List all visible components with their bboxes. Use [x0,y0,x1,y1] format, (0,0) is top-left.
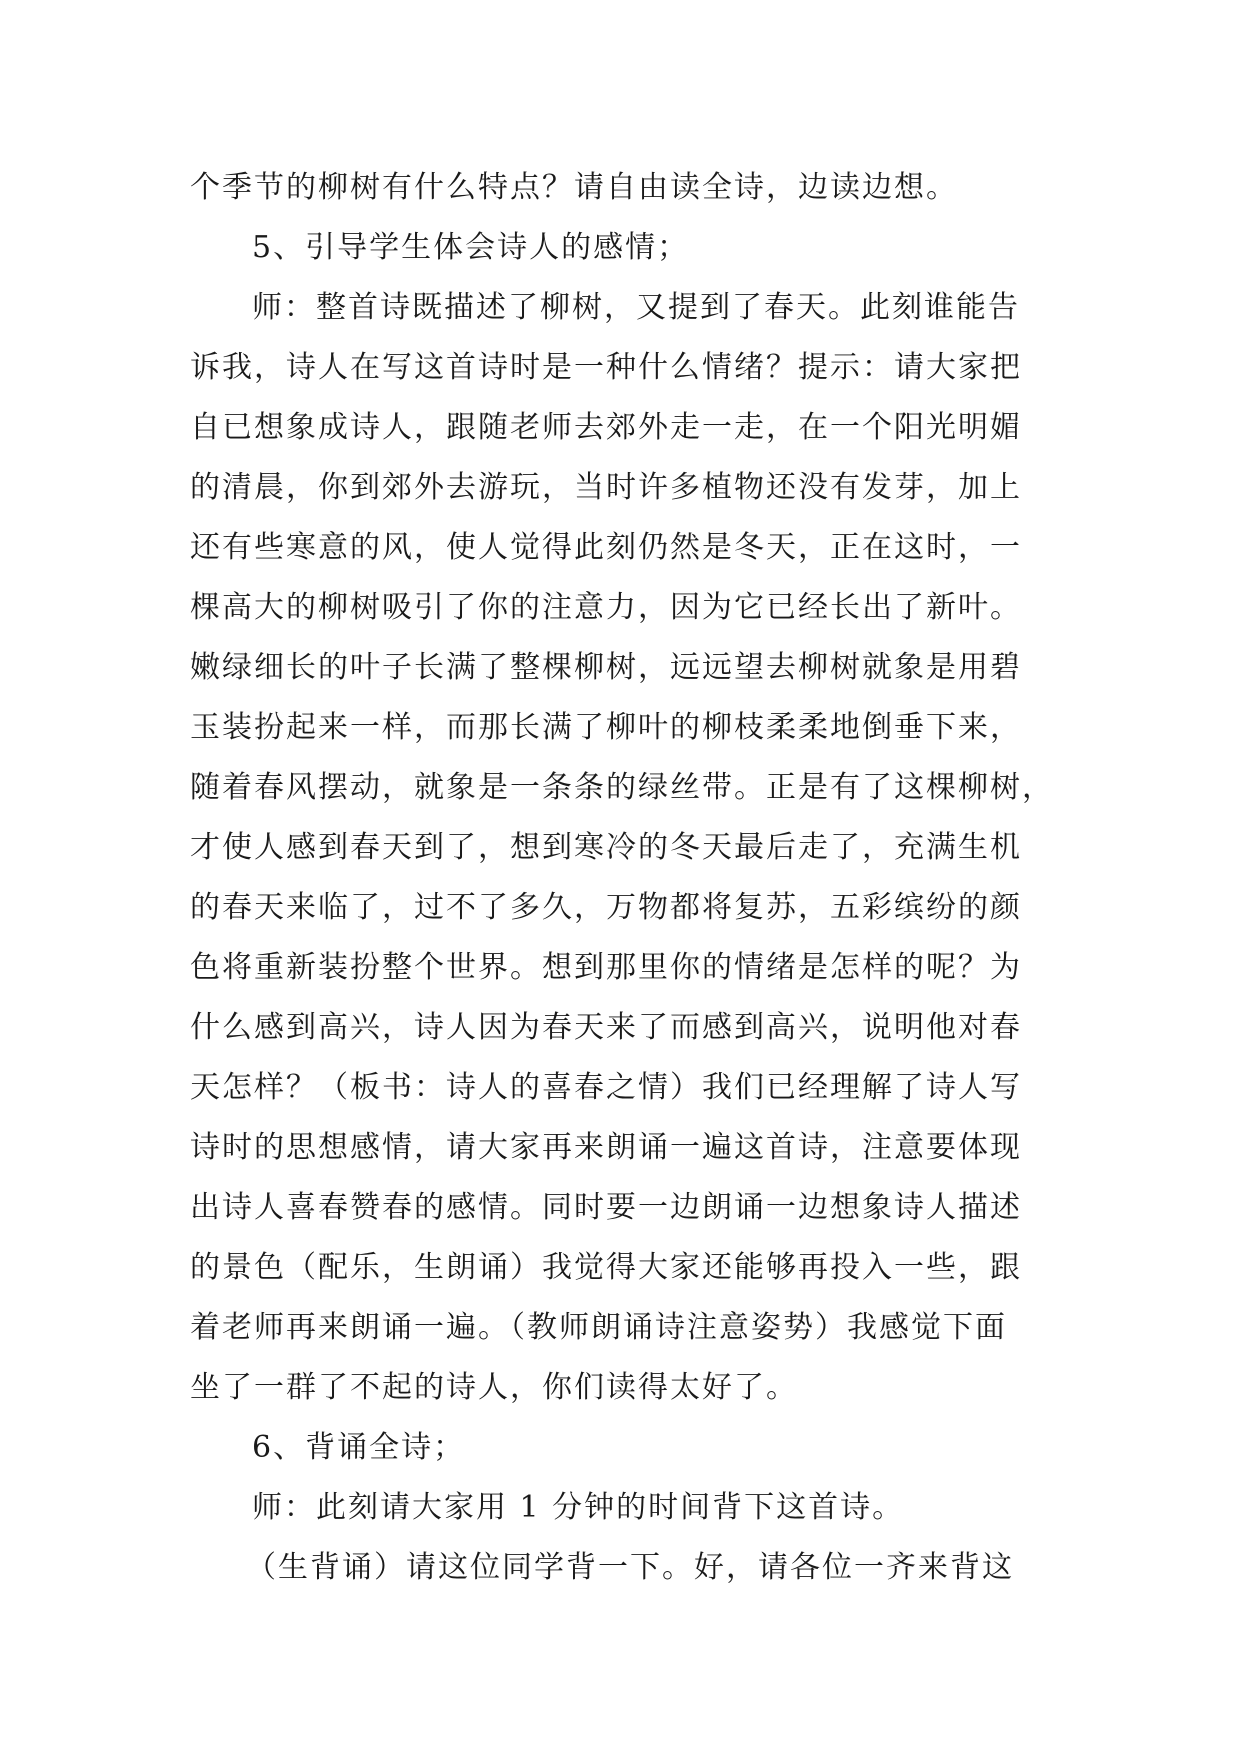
paragraph-line: 随着春风摆动，就象是一条条的绿丝带。正是有了这棵柳树， [190,770,1054,805]
paragraph-line: 出诗人喜春赞春的感情。同时要一边朗诵一边想象诗人描述 [190,1190,1022,1225]
paragraph-line: 的春天来临了，过不了多久，万物都将复苏，五彩缤纷的颜 [190,890,1022,925]
paragraph-line: 着老师再来朗诵一遍。（教师朗诵诗注意姿势）我感觉下面 [190,1310,1007,1345]
paragraph-line: 的清晨，你到郊外去游玩，当时许多植物还没有发芽，加上 [190,470,1022,505]
paragraph-line: 的景色（配乐，生朗诵）我觉得大家还能够再投入一些，跟 [190,1250,1022,1285]
paragraph-line: 色将重新装扮整个世界。想到那里你的情绪是怎样的呢？为 [190,950,1022,985]
paragraph-line: 天怎样？（板书：诗人的喜春之情）我们已经理解了诗人写 [190,1070,1022,1105]
paragraph-line: 诉我，诗人在写这首诗时是一种什么情绪？提示：请大家把 [190,350,1022,385]
paragraph-line: 诗时的思想感情，请大家再来朗诵一遍这首诗，注意要体现 [190,1130,1022,1165]
paragraph-line: 什么感到高兴，诗人因为春天来了而感到高兴，说明他对春 [190,1010,1022,1045]
section-heading-5: 5、引导学生体会诗人的感情； [252,230,690,265]
section-heading-6: 6、背诵全诗； [252,1430,466,1465]
paragraph-line: 坐了一群了不起的诗人，你们读得太好了。 [190,1370,798,1405]
paragraph-line: 玉装扮起来一样，而那长满了柳叶的柳枝柔柔地倒垂下来， [190,710,1022,745]
paragraph-line: 自已想象成诗人，跟随老师去郊外走一走，在一个阳光明媚 [190,410,1022,445]
paragraph-line: 棵高大的柳树吸引了你的注意力，因为它已经长出了新叶。 [190,590,1022,625]
paragraph-line: （生背诵）请这位同学背一下。好，请各位一齐来背这 [246,1550,1014,1585]
document-body [190,158,1070,1598]
paragraph-line: 才使人感到春天到了，想到寒冷的冬天最后走了，充满生机 [190,830,1022,865]
paragraph-line: 师：此刻请大家用 1 分钟的时间背下这首诗。 [252,1490,905,1525]
paragraph-line: 师：整首诗既描述了柳树，又提到了春天。此刻谁能告 [252,290,1020,325]
paragraph-line: 还有些寒意的风，使人觉得此刻仍然是冬天，正在这时，一 [190,530,1022,565]
paragraph-line: 个季节的柳树有什么特点？请自由读全诗，边读边想。 [190,170,958,205]
paragraph-line: 嫩绿细长的叶子长满了整棵柳树，远远望去柳树就象是用碧 [190,650,1022,685]
